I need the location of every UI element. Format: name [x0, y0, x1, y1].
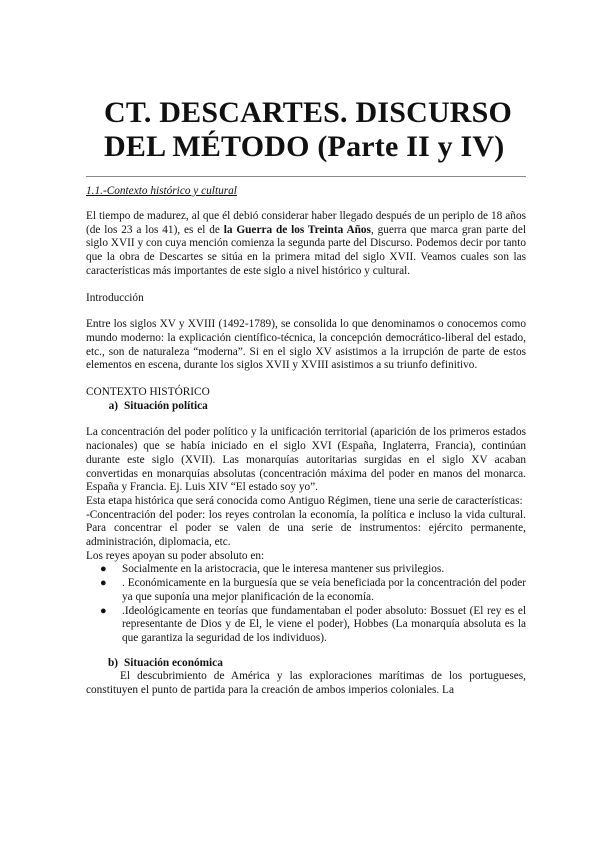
bullet-icon: ●: [100, 577, 107, 590]
bullet-icon: ●: [100, 563, 107, 576]
paragraph-descubrimiento: El descubrimiento de América y las exploraciones marítimas de los portugueses, constituyen el punto de partida para la creación de ambos imperios coloniales. La: [86, 670, 526, 697]
contexto-historico-label: CONTEXTO HISTÓRICO: [86, 386, 210, 399]
subheading-situacion-economica: b) Situación económica: [107, 656, 223, 669]
list-item: ● .Ideológicamente en teorías que fundamentaban el poder absoluto: Bossuet (El rey es el representante de Dios y de El, le viene el poder), Hobbes (La monarquía absoluta es la que garantiza la seguridad de los individuos).: [100, 604, 526, 644]
paragraph-concentracion-poder: La concentración del poder político y la unificación territorial (aparición de los primeros estados nacionales) que se había iniciado en el siglo XVI (España, Inglaterra, Francia), continúan durante este siglo (XVII). Las monarquías autoritarias surgidas en el siglo XV acaban convertidas en monarquías absolutas (concentración máxima del poder en manos del monarca. España y Francia. Ej. Luis XIV “El estado soy yo”.: [86, 426, 526, 494]
list-item: ● . Económicamente en la burguesía que se veía beneficiada por la concentración del poder ya que suponía una mejor planificación de la economía.: [100, 577, 526, 603]
bullet-list: [86, 563, 526, 645]
intro-label: Introducción: [86, 291, 144, 304]
paragraph-mundo-moderno: Entre los siglos XV y XVIII (1492-1789), se consolida lo que denominamos o conocemos como mundo moderno: la explicación científico-técnica, la concepción democrático-liberal del estado, etc., son de naturaleza “moderna”. Si en el siglo XV asistimos a la irrupción de parte de estos elementos en escena, durante los siglos XVII y XVIII asistimos a su triunfo definitivo.: [86, 318, 526, 372]
bullet-icon: ●: [100, 604, 107, 617]
list-item: ● Socialmente en la aristocracia, que le interesa mantener sus privilegios.: [100, 563, 445, 576]
paragraph-reyes-apoyan: Los reyes apoyan su poder absoluto en:: [86, 549, 265, 562]
paragraph-caracteristicas: -Concentración del poder: los reyes controlan la economía, la política e incluso la vida cultural. Para concentrar el poder se valen de una serie de instrumentos: ejército permanente, administración, diplomacia, etc.: [86, 508, 526, 549]
document-title: CT. DESCARTES. DISCURSO DEL MÉTODO (Parte II y IV): [104, 96, 513, 163]
paragraph-madurez: El tiempo de madurez, al que él debió considerar haber llegado después de un periplo de 18 años (de los 23 a los 41), es el de la Guerra de los Treinta Años, guerra que marca gran parte del siglo XVII y con cuya mención comienza la segunda parte del Discurso. Podemos decir por tanto que la obra de Descartes se sitúa en la primera mitad del siglo XVII. Veamos cuales son las características más importantes de este siglo a nivel histórico y cultural.: [86, 210, 526, 277]
subheading-situacion-politica: a) Situación política: [108, 399, 208, 412]
document-page: [86, 96, 526, 698]
title-divider: [86, 176, 526, 177]
bold-guerra: la Guerra de los Treinta Años: [223, 223, 371, 236]
section-heading-1-1: 1.1.-Contexto histórico y cultural: [86, 185, 237, 197]
paragraph-antiguo-regimen: Esta etapa histórica que será conocida como Antiguo Régimen, tiene una serie de características:: [86, 494, 523, 507]
